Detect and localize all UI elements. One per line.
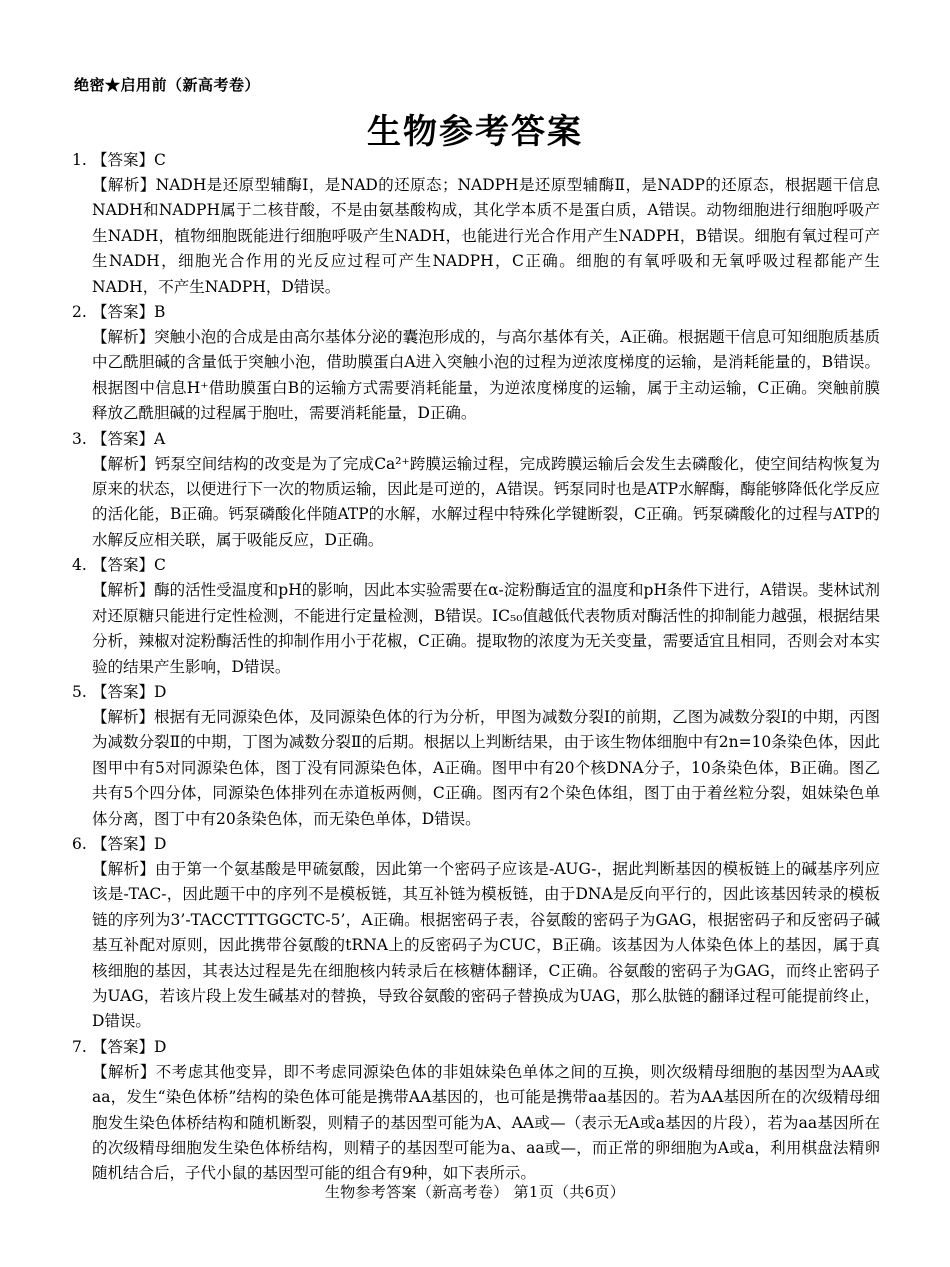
page-title: 生物参考答案 bbox=[367, 112, 583, 152]
answer-item-5 bbox=[72, 680, 880, 832]
answer-line bbox=[72, 553, 880, 578]
answer-text: 【答案】D bbox=[92, 682, 167, 701]
answer-line bbox=[72, 680, 880, 705]
answer-item-3 bbox=[72, 427, 880, 554]
answer-item-1 bbox=[72, 148, 880, 300]
answer-item-2 bbox=[72, 300, 880, 427]
page-footer: 生物参考答案（新高考卷） 第1页（共6页） bbox=[324, 1183, 626, 1201]
answer-text: 【答案】C bbox=[92, 556, 166, 575]
answer-line bbox=[72, 300, 880, 325]
question-number: 7. bbox=[72, 1037, 87, 1056]
analysis-text: 【解析】钙泵空间结构的改变是为了完成Ca²⁺跨膜运输过程，完成跨膜运输后会发生去磷酸化，使空间结构恢复为原来的状态，以便进行下一次的物质运输，因此是可逆的，A错误。钙泵同时也是ATP水解酶，酶能够降低化学反应的活化能，B正确。钙泵磷酸化伴随ATP的水解，水解过程中特殊化学键断裂，C正确。钙泵磷酸化的过程与ATP的水解反应相关联，属于吸能反应，D正确。 bbox=[92, 454, 880, 549]
analysis-text: 【解析】根据有无同源染色体，及同源染色体的行为分析，甲图为减数分裂Ⅰ的前期，乙图为减数分裂Ⅰ的中期，丙图为减数分裂Ⅱ的中期，丁图为减数分裂Ⅱ的后期。根据以上判断结果，由于该生物体细胞中有2n=10条染色体，因此图甲中有5对同源染色体，图丁没有同源染色体，A正确。图甲中有20个核DNA分子，10条染色体，B正确。图乙共有5个四分体，同源染色体排列在赤道板两侧，C正确。图丙有2个染色体组，图丁由于着丝粒分裂，姐妹染色单体分离，图丁中有20条染色体，而无染色单体，D错误。 bbox=[92, 707, 880, 828]
question-number: 1. bbox=[72, 151, 87, 169]
question-number: 4. bbox=[72, 556, 87, 575]
answer-item-7 bbox=[72, 1035, 880, 1187]
answer-line bbox=[72, 1035, 880, 1060]
answer-line bbox=[72, 832, 880, 857]
answer-list bbox=[72, 148, 880, 1187]
answer-text: 【答案】D bbox=[92, 834, 167, 853]
analysis-text: 【解析】酶的活性受温度和pH的影响，因此本实验需要在α-淀粉酶适宜的温度和pH条件下进行，A错误。斐林试剂对还原糖只能进行定性检测，不能进行定量检测，B错误。IC₅₀值越低代表物质对酶活性的抑制能力越强，根据结果分析，辣椒对淀粉酶活性的抑制作用小于花椒，C正确。提取物的浓度为无关变量，需要适宜且相同，否则会对本实验的结果产生影响，D错误。 bbox=[92, 581, 880, 676]
analysis-text: 【解析】由于第一个氨基酸是甲硫氨酸，因此第一个密码子应该是-AUG-，据此判断基因的模板链上的碱基序列应该是-TAC-，因此题干中的序列不是模板链，其互补链为模板链，由于DNA是反向平行的，因此该基因转录的模板链的序列为3’-TACCTTTGGCTC-5’，A正确。根据密码子表，谷氨酸的密码子为GAG，根据密码子和反密码子碱基互补配对原则，因此携带谷氨酸的tRNA上的反密码子为CUC，B正确。该基因为人体染色体上的基因，属于真核细胞的基因，其表达过程是先在细胞核内转录后在核糖体翻译，C正确。谷氨酸的密码子为GAG，而终止密码子为UAG，若该片段上发生碱基对的替换，导致谷氨酸的密码子替换成为UAG，那么肽链的翻译过程可能提前终止，D错误。 bbox=[92, 859, 880, 1031]
answer-text: 【答案】A bbox=[92, 429, 166, 448]
question-number: 5. bbox=[72, 682, 87, 701]
question-number: 3. bbox=[72, 429, 87, 448]
analysis-text: 【解析】NADH是还原型辅酶Ⅰ，是NAD的还原态；NADPH是还原型辅酶Ⅱ，是NADP的还原态，根据题干信息NADH和NADPH属于二核苷酸，不是由氨基酸构成，其化学本质不是蛋白质，A错误。动物细胞进行细胞呼吸产生NADH，植物细胞既能进行细胞呼吸产生NADH，也能进行光合作用产生NADPH，B错误。细胞有氧过程可产生NADH，细胞光合作用的光反应过程可产生NADPH，C正确。细胞的有氧呼吸和无氧呼吸过程都能产生NADH，不产生NADPH，D错误。 bbox=[92, 176, 880, 296]
answer-text: 【答案】D bbox=[92, 1037, 167, 1056]
question-number: 6. bbox=[72, 834, 87, 853]
answer-item-6 bbox=[72, 832, 880, 1035]
analysis-text: 【解析】突触小泡的合成是由高尔基体分泌的囊泡形成的，与高尔基体有关，A正确。根据题干信息可知细胞质基质中乙酰胆碱的含量低于突触小泡，借助膜蛋白A进入突触小泡的过程为逆浓度梯度的运输，是消耗能量的，B错误。根据图中信息H⁺借助膜蛋白B的运输方式需要消耗能量，为逆浓度梯度的运输，属于主动运输，C正确。突触前膜释放乙酰胆碱的过程属于胞吐，需要消耗能量，D正确。 bbox=[92, 328, 880, 423]
confidential-note: 绝密★启用前（新高考卷） bbox=[74, 76, 261, 94]
answer-line bbox=[72, 148, 880, 173]
question-number: 2. bbox=[72, 303, 87, 322]
answer-item-4 bbox=[72, 553, 880, 680]
answer-text: 【答案】C bbox=[92, 151, 166, 169]
analysis-text: 【解析】不考虑其他变异，即不考虑同源染色体的非姐妹染色单体之间的互换，则次级精母细胞的基因型为AA或aa，发生“染色体桥”结构的染色体可能是携带AA基因的，也可能是携带aa基因的。若为AA基因所在的次级精母细胞发生染色体桥结构和随机断裂，则精子的基因型可能为A、AA或—（表示无A或a基因的片段），若为aa基因所在的次级精母细胞发生染色体桥结构，则精子的基因型可能为a、aa或—，而正常的卵细胞为A或a，利用棋盘法精卵随机结合后，子代小鼠的基因型可能的组合有9种，如下表所示。 bbox=[92, 1062, 880, 1183]
answer-line bbox=[72, 427, 880, 452]
answer-text: 【答案】B bbox=[92, 303, 166, 322]
